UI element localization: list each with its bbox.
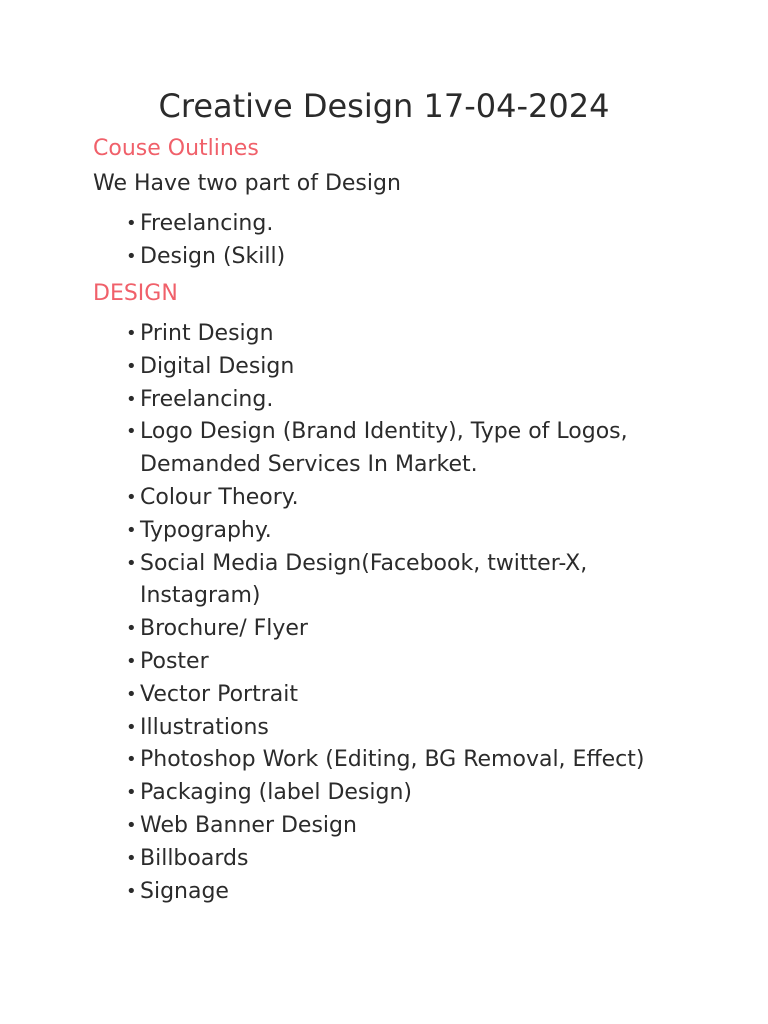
bullet-icon: • [126, 847, 137, 869]
list-item [0, 810, 660, 843]
bullet-icon: • [126, 618, 137, 640]
list-item-text: Illustrations [140, 714, 269, 740]
list-item-text: Photoshop Work (Editing, BG Removal, Effect) [140, 747, 645, 773]
list-item [0, 384, 660, 417]
list-item-text: Print Design [140, 321, 274, 346]
list-item-text: Freelancing. [140, 386, 274, 412]
list-item-text: Vector Portrait [140, 681, 298, 707]
design-topics-list [0, 318, 660, 908]
bullet-icon: • [126, 519, 137, 541]
list-item-text: Digital Design [140, 353, 295, 379]
design-heading: DESIGN [93, 281, 178, 306]
list-item-text: Design (Skill) [140, 243, 286, 269]
list-item [0, 548, 660, 614]
list-item [0, 679, 660, 712]
bullet-icon: • [126, 323, 137, 344]
bullet-icon: • [126, 814, 137, 836]
bullet-icon: • [126, 683, 137, 705]
list-item-text: Typography. [140, 517, 272, 543]
list-item-text: Signage [140, 878, 229, 904]
course-intro-text: We Have two part of Design [93, 171, 401, 196]
list-item [0, 351, 660, 384]
list-item-text: Colour Theory. [140, 484, 299, 510]
bullet-icon: • [126, 650, 137, 672]
list-item [0, 843, 660, 876]
list-item [0, 777, 660, 810]
list-item-text: Web Banner Design [140, 812, 357, 838]
list-item [0, 876, 660, 909]
list-item-text: Packaging (label Design) [140, 780, 412, 806]
bullet-icon: • [126, 486, 137, 508]
list-item-text: Logo Design (Brand Identity), Type of Logos, Demanded Services In Market. [140, 419, 628, 478]
list-item [0, 744, 660, 777]
bullet-icon: • [126, 355, 137, 377]
list-item [0, 515, 660, 548]
list-item [0, 712, 660, 745]
list-item [0, 208, 660, 241]
bullet-icon: • [126, 213, 137, 234]
list-item [0, 613, 660, 646]
list-item-text: Poster [140, 648, 209, 674]
bullet-icon: • [126, 782, 137, 804]
bullet-icon: • [126, 552, 137, 574]
page-title: Creative Design 17-04-2024 [158, 87, 610, 125]
bullet-icon: • [126, 880, 137, 902]
list-item [0, 416, 660, 482]
list-item [0, 318, 660, 351]
list-item-text: Social Media Design(Facebook, twitter-X, Instagram) [140, 550, 588, 609]
list-item [0, 482, 660, 515]
bullet-icon: • [126, 716, 137, 738]
bullet-icon: • [126, 421, 137, 443]
bullet-icon: • [126, 388, 137, 410]
bullet-icon: • [126, 749, 137, 771]
list-item-text: Freelancing. [140, 211, 274, 236]
course-outlines-heading: Couse Outlines [93, 136, 259, 161]
list-item-text: Brochure/ Flyer [140, 616, 308, 642]
list-item [0, 646, 660, 679]
list-item [0, 241, 660, 274]
list-item-text: Billboards [140, 845, 249, 871]
course-parts-list [0, 208, 660, 274]
bullet-icon: • [126, 245, 137, 267]
